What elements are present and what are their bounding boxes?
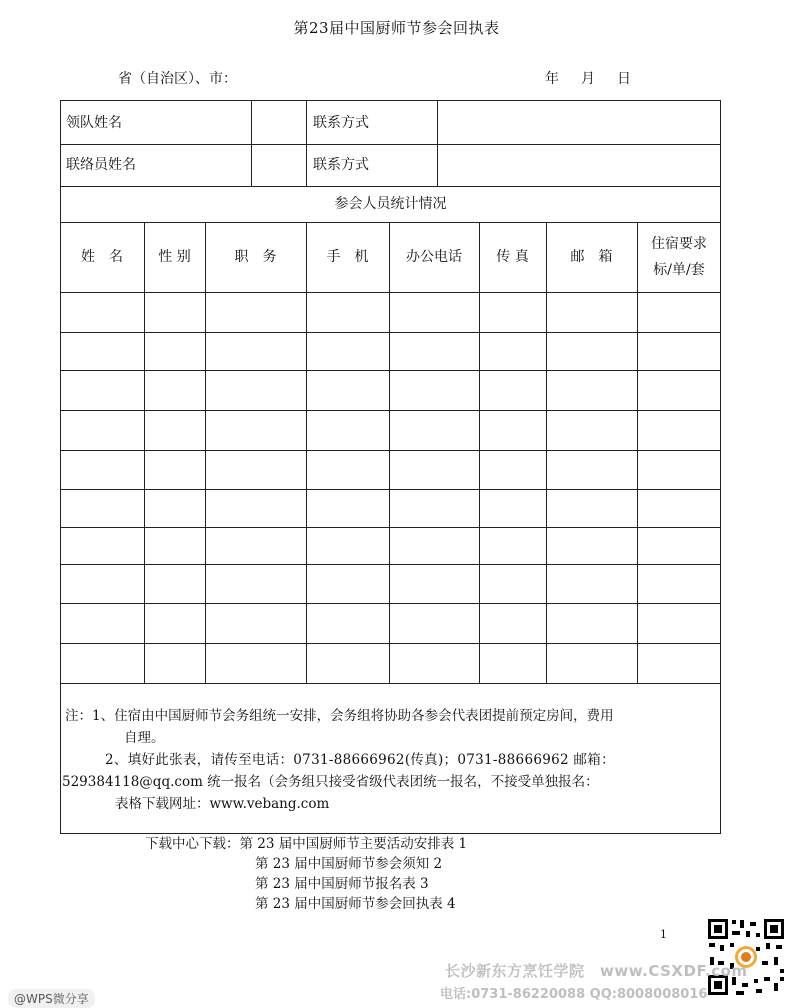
row-5-email-cell[interactable] bbox=[548, 452, 639, 489]
row-2-lodging-cell[interactable] bbox=[639, 334, 722, 370]
col-header-email: 邮 箱 bbox=[570, 249, 613, 265]
row-8-office-phone-cell[interactable] bbox=[391, 566, 481, 603]
row-3-mobile-cell[interactable] bbox=[308, 372, 391, 410]
col-header-fax: 传 真 bbox=[496, 249, 529, 265]
row-5-gender-cell[interactable] bbox=[146, 452, 207, 489]
row-4-gender-cell[interactable] bbox=[146, 412, 207, 450]
note-line-1: 注：1、住宿由中国厨师节会务组统一安排，会务组将协助各参会代表团提前预定房间，费用 bbox=[65, 708, 614, 724]
row-8-mobile-cell[interactable] bbox=[308, 566, 391, 603]
row-4-office-phone-cell[interactable] bbox=[391, 412, 481, 450]
col-header-lodging-line2: 标/单/套 bbox=[653, 262, 705, 278]
download-link-schedule[interactable]: 第 23 届中国厨师节主要活动安排表 1 bbox=[239, 836, 468, 852]
region-label: 省（自治区）、市： bbox=[118, 71, 237, 87]
row-6-email-cell[interactable] bbox=[548, 491, 639, 527]
liaison-contact-label: 联系方式 bbox=[313, 157, 369, 173]
row-3-office-phone-cell[interactable] bbox=[391, 372, 481, 410]
date-year: 年 bbox=[545, 71, 559, 87]
note-line-3: 529384118@qq.com 统一报名（会务组只接受省级代表团统一报名，不接受单独报名： bbox=[62, 774, 599, 790]
row-5-position-cell[interactable] bbox=[207, 452, 308, 489]
row-10-gender-cell[interactable] bbox=[146, 645, 207, 683]
row-8-position-cell[interactable] bbox=[207, 566, 308, 603]
liaison-name-input[interactable] bbox=[253, 146, 309, 186]
row-5-fax-cell[interactable] bbox=[481, 452, 548, 489]
row-5-mobile-cell[interactable] bbox=[308, 452, 391, 489]
row-3-position-cell[interactable] bbox=[207, 372, 308, 410]
row-6-office-phone-cell[interactable] bbox=[391, 491, 481, 527]
row-6-lodging-cell[interactable] bbox=[639, 491, 722, 527]
note-line-1b: 自理。 bbox=[124, 730, 165, 746]
row-7-gender-cell[interactable] bbox=[146, 529, 207, 564]
download-label: 下载中心下载： bbox=[145, 836, 240, 852]
row-6-fax-cell[interactable] bbox=[481, 491, 548, 527]
row-3-email-cell[interactable] bbox=[548, 372, 639, 410]
liaison-contact-input[interactable] bbox=[439, 146, 723, 186]
col-header-mobile: 手 机 bbox=[326, 249, 369, 265]
date-day: 日 bbox=[617, 71, 631, 87]
row-6-mobile-cell[interactable] bbox=[308, 491, 391, 527]
row-4-mobile-cell[interactable] bbox=[308, 412, 391, 450]
date-label bbox=[545, 68, 653, 88]
col-header-office-phone: 办公电话 bbox=[406, 249, 462, 265]
row-2-office-phone-cell[interactable] bbox=[391, 334, 481, 370]
leader-contact-label: 联系方式 bbox=[313, 115, 369, 131]
school-site: www.CSXDF.com bbox=[600, 962, 748, 980]
download-link-receipt[interactable]: 第 23 届中国厨师节参会回执表 4 bbox=[255, 896, 456, 912]
col-header-position: 职 务 bbox=[234, 249, 277, 265]
row-9-gender-cell[interactable] bbox=[146, 605, 207, 643]
row-5-name-cell[interactable] bbox=[62, 452, 146, 489]
note-line-4: 表格下载网址：www.vebang.com bbox=[115, 796, 330, 812]
row-3-name-cell[interactable] bbox=[62, 372, 146, 410]
row-4-fax-cell[interactable] bbox=[481, 412, 548, 450]
row-6-position-cell[interactable] bbox=[207, 491, 308, 527]
stats-section-title: 参会人员统计情况 bbox=[334, 196, 447, 212]
row-8-name-cell[interactable] bbox=[62, 566, 146, 603]
row-5-lodging-cell[interactable] bbox=[639, 452, 722, 489]
row-9-office-phone-cell[interactable] bbox=[391, 605, 481, 643]
row-1-position-cell[interactable] bbox=[207, 294, 308, 332]
download-center bbox=[145, 834, 467, 914]
row-8-lodging-cell[interactable] bbox=[639, 566, 722, 603]
row-1-fax-cell[interactable] bbox=[481, 294, 548, 332]
row-2-fax-cell[interactable] bbox=[481, 334, 548, 370]
row-8-gender-cell[interactable] bbox=[146, 566, 207, 603]
row-4-position-cell[interactable] bbox=[207, 412, 308, 450]
row-7-office-phone-cell[interactable] bbox=[391, 529, 481, 564]
row-7-name-cell[interactable] bbox=[62, 529, 146, 564]
note-line-2: 2、填好此张表，请传至电话：0731-88666962(传真)；0731-88666962 邮箱： bbox=[105, 752, 615, 768]
col-header-gender: 性 别 bbox=[158, 249, 191, 265]
liaison-name-label: 联络员姓名 bbox=[66, 157, 136, 173]
page-title: 第23届中国厨师节参会回执表 bbox=[293, 19, 500, 37]
row-10-lodging-cell[interactable] bbox=[639, 645, 722, 683]
row-10-position-cell[interactable] bbox=[207, 645, 308, 683]
row-3-gender-cell[interactable] bbox=[146, 372, 207, 410]
school-contact-watermark: 电话:0731-86220088 QQ:8008008016 bbox=[440, 987, 708, 1002]
row-6-name-cell[interactable] bbox=[62, 491, 146, 527]
row-2-position-cell[interactable] bbox=[207, 334, 308, 370]
row-10-email-cell[interactable] bbox=[548, 645, 639, 683]
row-7-mobile-cell[interactable] bbox=[308, 529, 391, 564]
row-4-lodging-cell[interactable] bbox=[639, 412, 722, 450]
row-9-mobile-cell[interactable] bbox=[308, 605, 391, 643]
row-9-lodging-cell[interactable] bbox=[639, 605, 722, 643]
qr-code-image bbox=[706, 917, 786, 997]
row-7-lodging-cell[interactable] bbox=[639, 529, 722, 564]
row-2-name-cell[interactable] bbox=[62, 334, 146, 370]
row-7-position-cell[interactable] bbox=[207, 529, 308, 564]
row-7-email-cell[interactable] bbox=[548, 529, 639, 564]
row-1-mobile-cell[interactable] bbox=[308, 294, 391, 332]
row-10-mobile-cell[interactable] bbox=[308, 645, 391, 683]
row-2-mobile-cell[interactable] bbox=[308, 334, 391, 370]
notes-block bbox=[62, 705, 717, 815]
row-1-gender-cell[interactable] bbox=[146, 294, 207, 332]
row-8-fax-cell[interactable] bbox=[481, 566, 548, 603]
school-watermark bbox=[445, 960, 748, 981]
col-header-name: 姓 名 bbox=[81, 249, 123, 265]
row-5-office-phone-cell[interactable] bbox=[391, 452, 481, 489]
row-1-office-phone-cell[interactable] bbox=[391, 294, 481, 332]
leader-contact-input[interactable] bbox=[439, 102, 723, 144]
row-1-email-cell[interactable] bbox=[548, 294, 639, 332]
row-8-email-cell[interactable] bbox=[548, 566, 639, 603]
row-9-email-cell[interactable] bbox=[548, 605, 639, 643]
row-9-position-cell[interactable] bbox=[207, 605, 308, 643]
col-header-lodging: 住宿要求 bbox=[651, 236, 707, 252]
date-month: 月 bbox=[581, 71, 595, 87]
leader-name-label: 领队姓名 bbox=[66, 115, 122, 131]
row-3-fax-cell[interactable] bbox=[481, 372, 548, 410]
row-6-gender-cell[interactable] bbox=[146, 491, 207, 527]
row-2-email-cell[interactable] bbox=[548, 334, 639, 370]
row-10-fax-cell[interactable] bbox=[481, 645, 548, 683]
page-number: 1 bbox=[660, 928, 667, 941]
row-7-fax-cell[interactable] bbox=[481, 529, 548, 564]
row-9-fax-cell[interactable] bbox=[481, 605, 548, 643]
wps-share-badge[interactable]: @WPS微分享 bbox=[8, 989, 95, 1008]
download-link-registration[interactable]: 第 23 届中国厨师节报名表 3 bbox=[255, 876, 429, 892]
download-link-notice[interactable]: 第 23 届中国厨师节参会须知 2 bbox=[255, 856, 443, 872]
row-3-lodging-cell[interactable] bbox=[639, 372, 722, 410]
row-10-name-cell[interactable] bbox=[62, 645, 146, 683]
row-4-name-cell[interactable] bbox=[62, 412, 146, 450]
row-2-gender-cell[interactable] bbox=[146, 334, 207, 370]
leader-name-input[interactable] bbox=[253, 102, 309, 144]
school-name: 长沙新东方烹饪学院 bbox=[445, 962, 585, 980]
row-10-office-phone-cell[interactable] bbox=[391, 645, 481, 683]
row-9-name-cell[interactable] bbox=[62, 605, 146, 643]
row-1-name-cell[interactable] bbox=[62, 294, 146, 332]
row-1-lodging-cell[interactable] bbox=[639, 294, 722, 332]
row-4-email-cell[interactable] bbox=[548, 412, 639, 450]
